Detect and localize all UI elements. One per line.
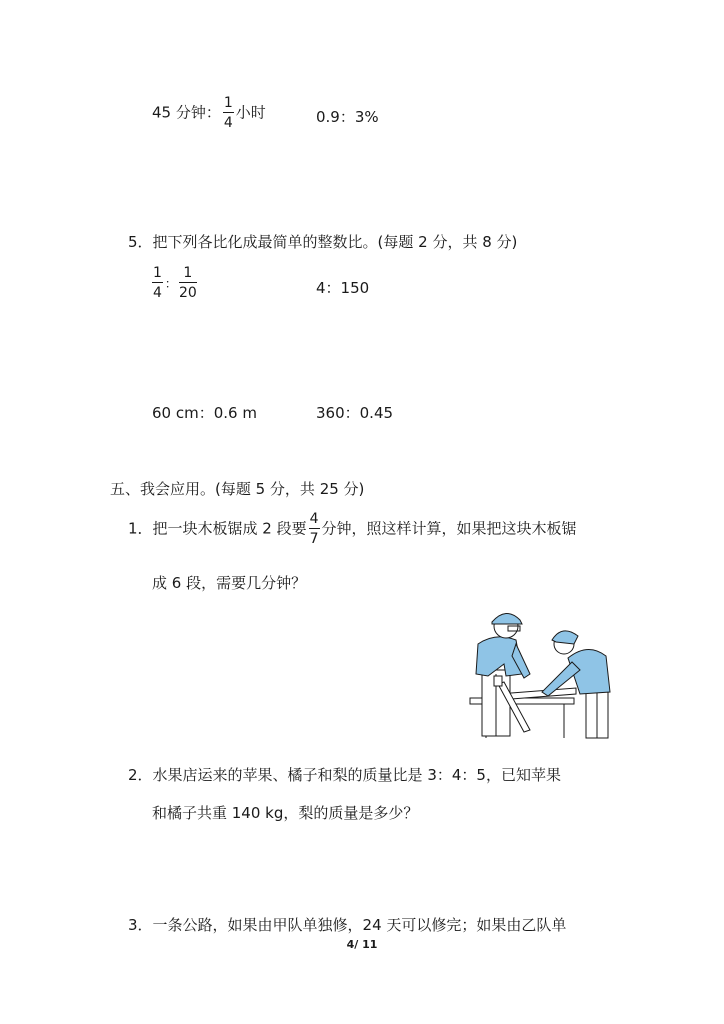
q4-item1-suffix: 小时 (235, 103, 266, 122)
problem-1-prefix: 1．把一块木板锯成 2 段要 (128, 519, 307, 538)
q5-heading: 5．把下列各比化成最简单的整数比。(每题 2 分，共 8 分) (128, 233, 518, 251)
q4-item-0.9-3pct: 0.9：3% (316, 108, 379, 126)
fraction-numerator: 4 (309, 511, 319, 527)
problem-1-suffix: 分钟，照这样计算，如果把这块木板锯 (321, 519, 577, 538)
fraction-1-20 (179, 266, 197, 300)
page-number: 4/ 11 (346, 938, 378, 951)
q5-item-360: 360：0.45 (316, 404, 394, 422)
problem-3-line1: 3．一条公路，如果由甲队单独修，24 天可以修完；如果由乙队单 (128, 916, 567, 934)
fraction-1-4 (152, 266, 163, 300)
fraction-numerator: 1 (179, 266, 197, 283)
fraction-4-7 (309, 512, 320, 546)
fraction-denominator: 7 (309, 531, 319, 547)
fraction-numerator: 1 (223, 95, 233, 111)
problem-1-line2: 成 6 段，需要几分钟？ (152, 574, 307, 592)
q5-item-60cm: 60 cm：0.6 m (152, 404, 257, 422)
fraction-denominator: 4 (223, 115, 233, 131)
section5-heading: 五、我会应用。(每题 5 分，共 25 分) (110, 480, 365, 498)
problem-1-line1 (128, 512, 577, 546)
q4-item-45min (152, 96, 266, 130)
ratio-separator: ： (164, 276, 177, 291)
fraction-1-4 (223, 96, 234, 130)
workers-sawing-illustration (468, 604, 616, 740)
fraction-numerator: 1 (153, 265, 162, 281)
q4-item1-prefix: 45 分钟： (152, 103, 221, 122)
problem-2-line1: 2．水果店运来的苹果、橘子和梨的质量比是 3：4：5，已知苹果 (128, 766, 561, 784)
fraction-denominator: 4 (153, 285, 162, 301)
q5-item-4-150: 4：150 (316, 279, 370, 297)
q5-item-fraction-ratio (150, 266, 199, 300)
problem-2-line2: 和橘子共重 140 kg，梨的质量是多少？ (152, 804, 419, 822)
fraction-denominator: 20 (178, 285, 197, 301)
